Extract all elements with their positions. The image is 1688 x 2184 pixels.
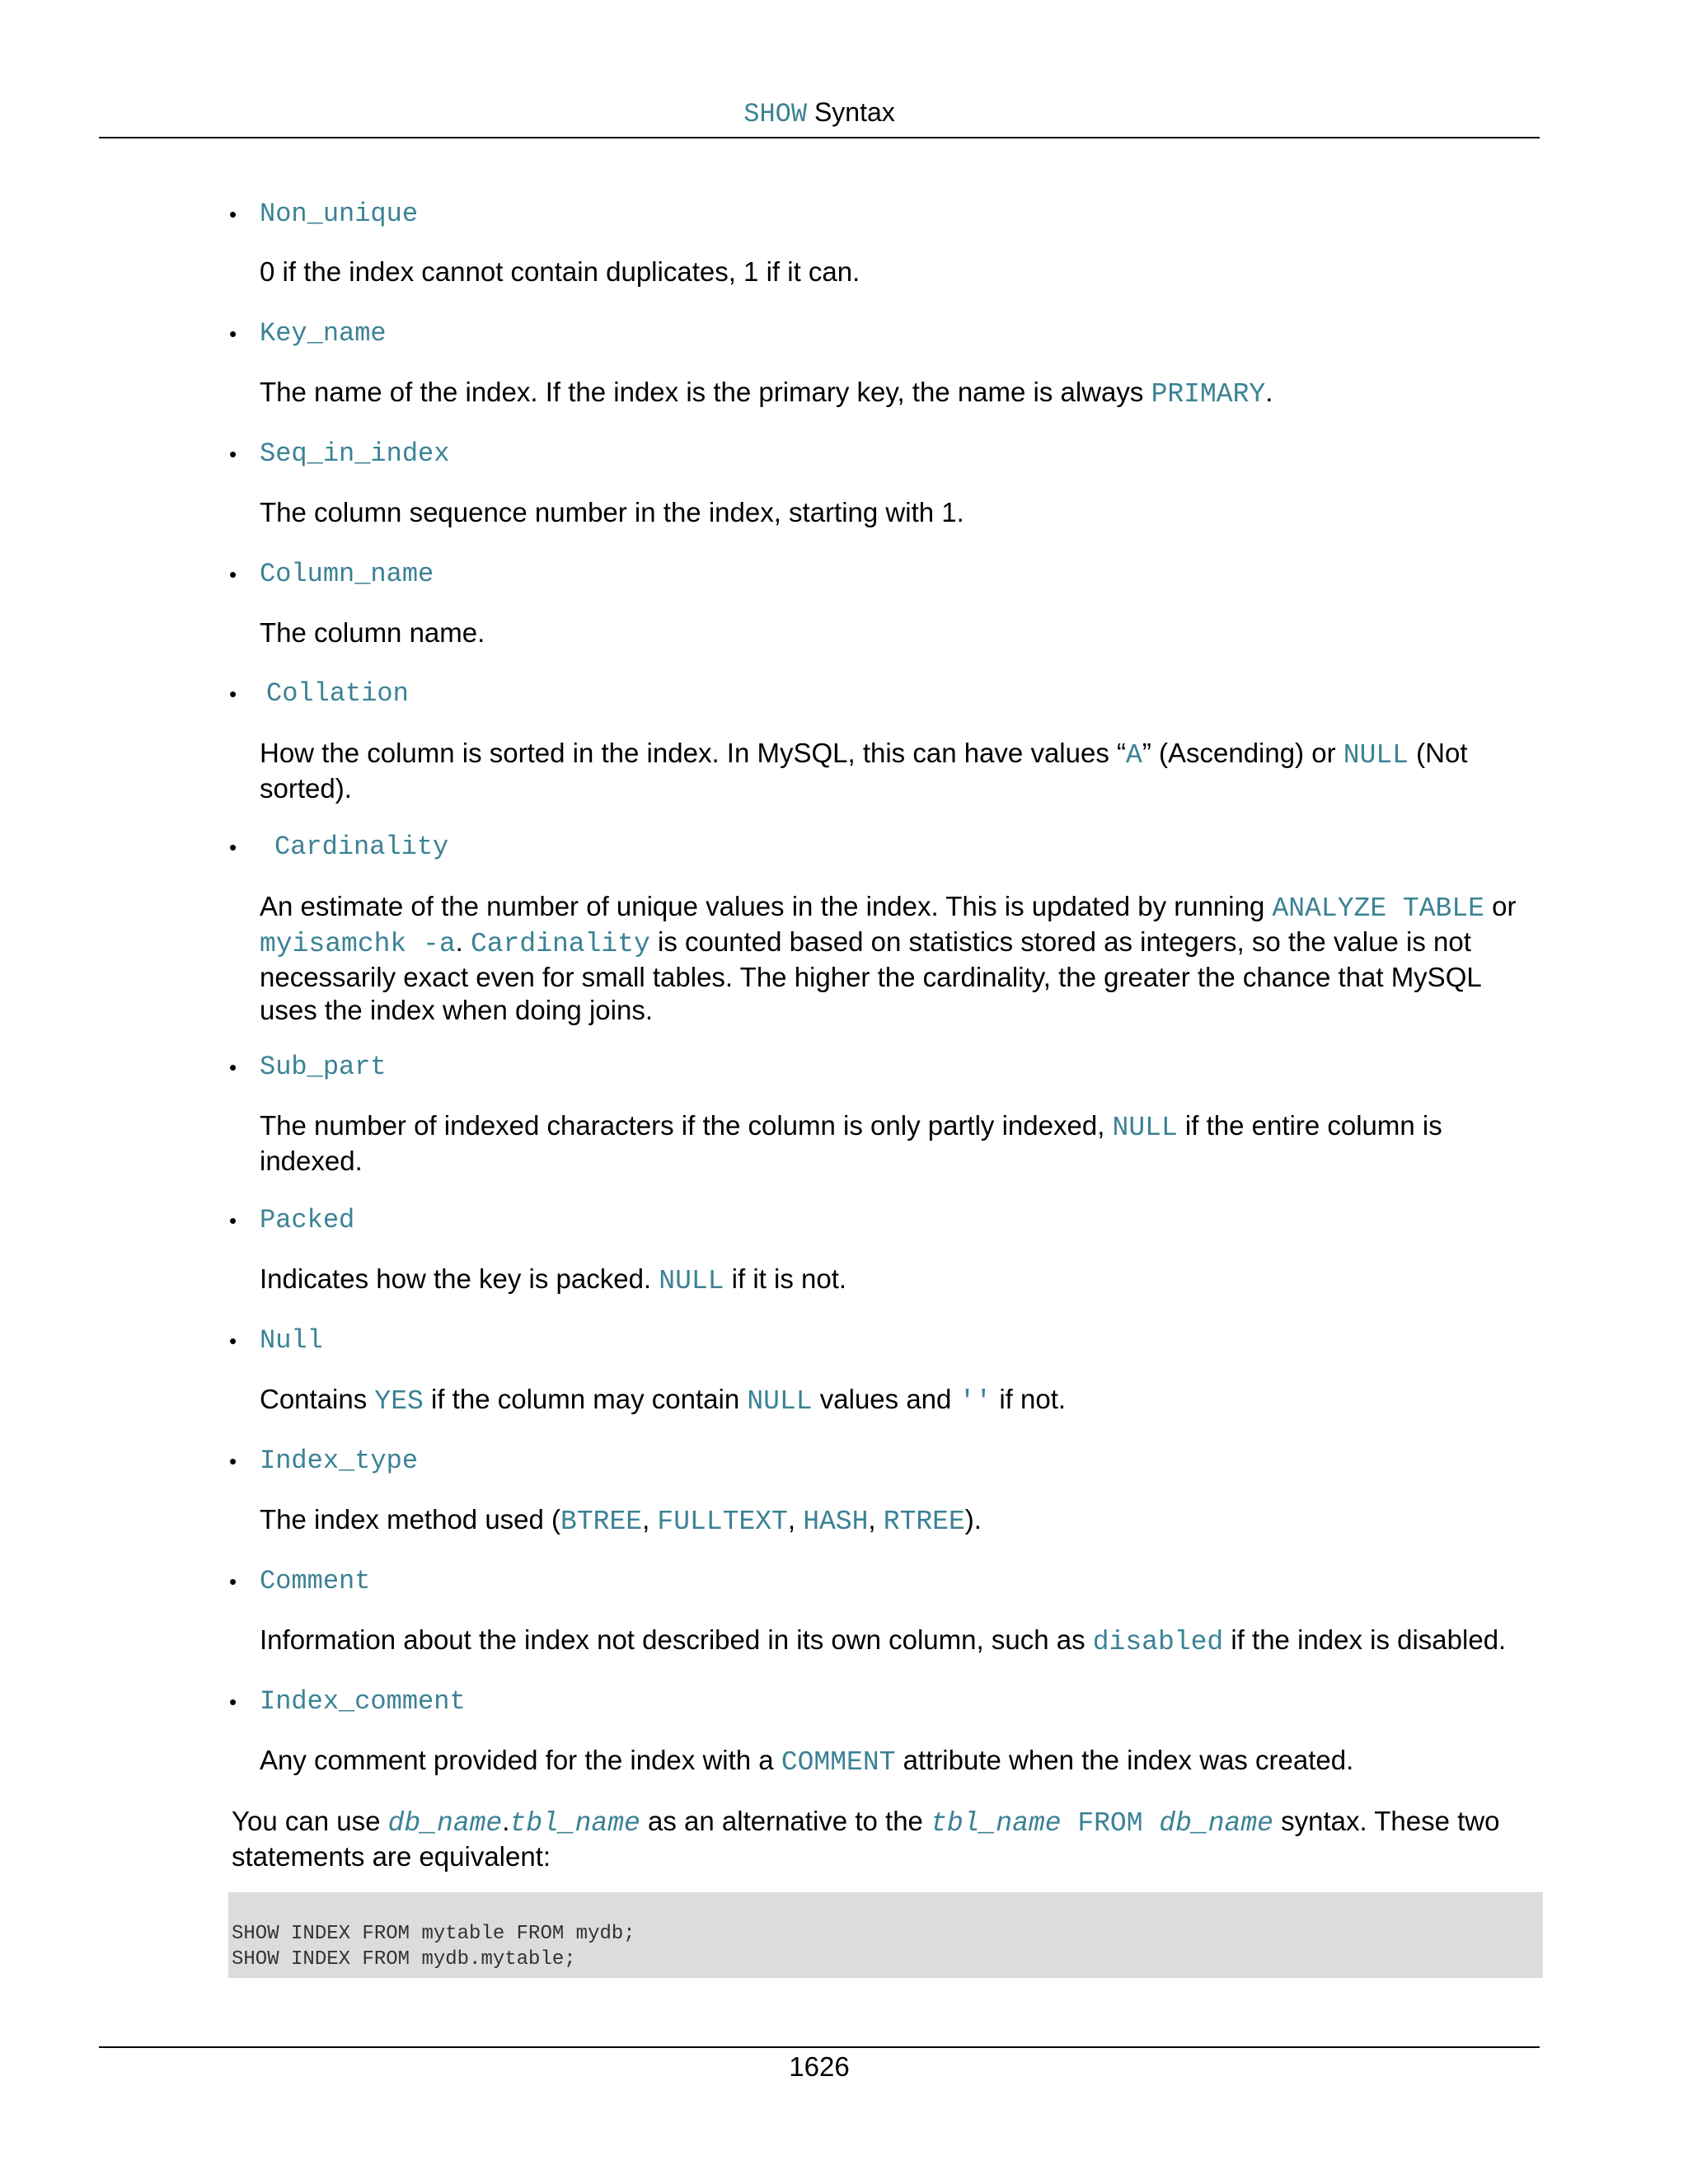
bullet-icon: • [229,321,237,346]
term-packed: Packed [260,1205,355,1235]
header-code: SHOW [743,99,808,129]
desc-sub-part: The number of indexed characters if the column is only partly indexed, NULL if the entire column is indexed. [260,1110,1442,1176]
bullet-icon: • [229,1449,237,1474]
term-column-name: Column_name [260,559,434,589]
term-cardinality: Cardinality [274,832,449,862]
desc-index-comment: Any comment provided for the index with a COMMENT attribute when the index was created. [260,1745,1354,1778]
desc-index-type: The index method used (BTREE, FULLTEXT, HASH, RTREE). [260,1504,982,1537]
desc-null: Contains YES if the column may contain NULL values and '' if not. [260,1384,1067,1417]
term-null: Null [260,1325,323,1356]
desc-non-unique: 0 if the index cannot contain duplicates, 1 if it can. [260,256,860,287]
bullet-icon: • [229,442,237,466]
header-text: Syntax [807,97,895,127]
bullet-icon: • [229,1569,237,1594]
term-sub-part: Sub_part [260,1052,387,1082]
bullet-icon: • [229,682,237,706]
bullet-icon: • [229,562,237,587]
page-number: 1626 [789,2051,850,2082]
bullet-icon: • [229,1055,237,1080]
term-seq-in-index: Seq_in_index [260,438,450,469]
bullet-icon: • [229,835,237,860]
bullet-icon: • [229,1329,237,1353]
code-line: SHOW INDEX FROM mytable FROM mydb; [232,1923,635,1945]
desc-collation: How the column is sorted in the index. In MySQL, this can have values “A” (Ascending) or NULL (Not sorted). [260,738,1468,804]
code-line: SHOW INDEX FROM mydb.mytable; [232,1948,576,1971]
term-index-type: Index_type [260,1446,419,1476]
term-index-comment: Index_comment [260,1686,466,1717]
term-key-name: Key_name [260,318,387,349]
term-comment: Comment [260,1566,371,1596]
desc-packed: Indicates how the key is packed. NULL if it is not. [260,1263,847,1296]
page-header [99,96,1540,131]
desc-column-name: The column name. [260,617,485,648]
desc-cardinality: An estimate of the number of unique values in the index. This is updated by running ANALYZE TABLE or myisamchk -a. Cardinality is counted based on statistics stored as integers, so the value is not necessarily exact even for small tables. The higher the cardinality, the greater the chance that MySQL uses the index when doing joins. [260,891,1517,1025]
desc-seq-in-index: The column sequence number in the index, starting with 1. [260,497,964,527]
footer-rule [99,2046,1540,2048]
bullet-icon: • [229,202,237,227]
alt-syntax-paragraph: You can use db_name.tbl_name as an alternative to the tbl_name FROM db_name syntax. These two statements are equivalent: [232,1806,1500,1872]
bullet-icon: • [229,1690,237,1714]
term-non-unique: Non_unique [260,199,419,229]
code-block [228,1892,1543,1978]
desc-key-name: The name of the index. If the index is the primary key, the name is always PRIMARY. [260,377,1273,410]
bullet-icon: • [229,1208,237,1233]
term-collation: Collation [266,678,409,709]
header-rule [99,137,1540,138]
desc-comment: Information about the index not described in its own column, such as disabled if the index is disabled. [260,1624,1507,1657]
